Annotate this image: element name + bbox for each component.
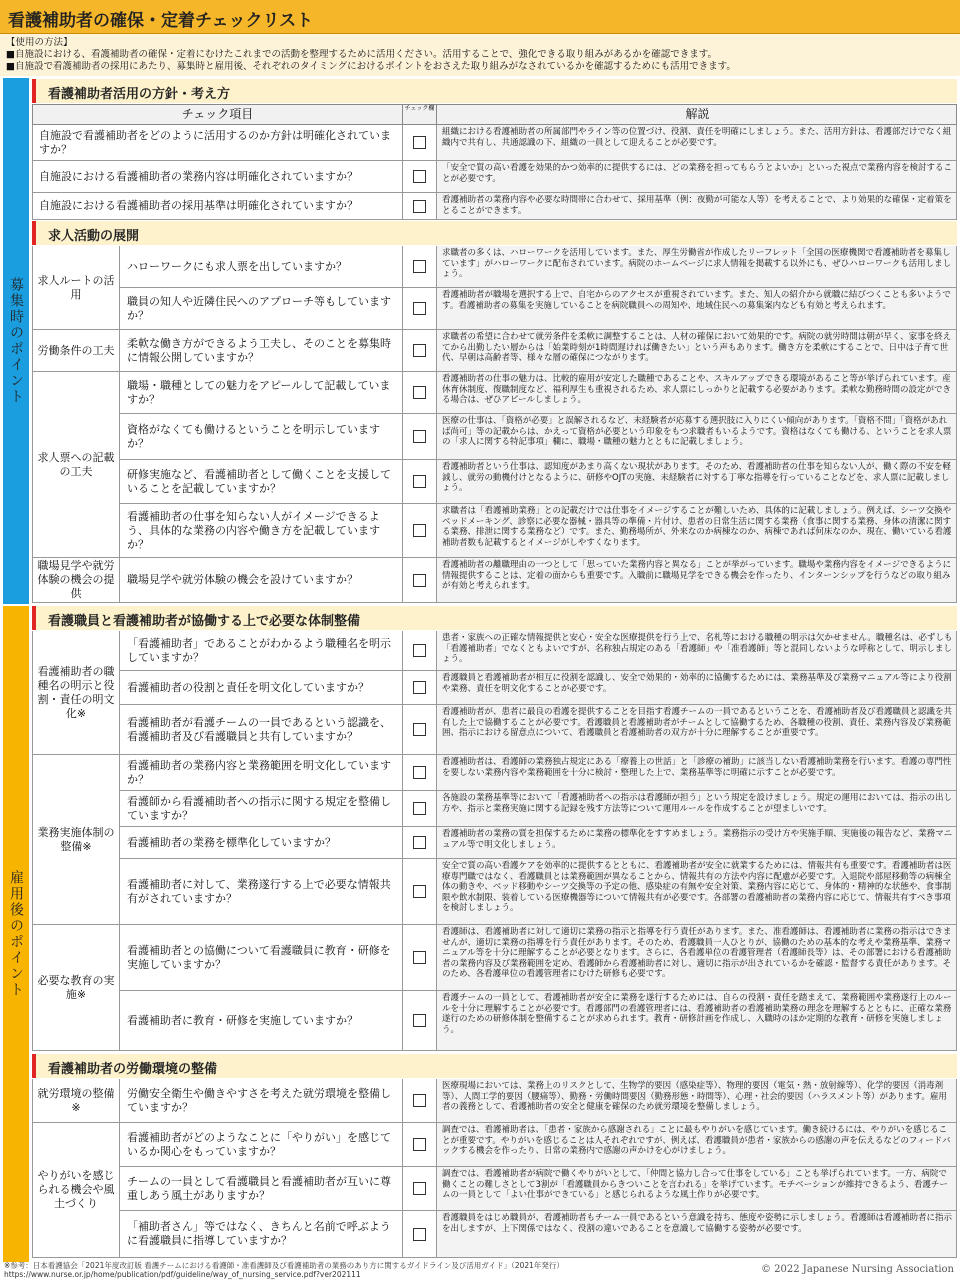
checkbox-cell[interactable] bbox=[403, 671, 437, 704]
checklist-row bbox=[32, 504, 957, 558]
check-item: 看護補助者との協働について看護職員に教育・研修を実施していますか？ bbox=[121, 925, 403, 990]
checkbox-cell[interactable] bbox=[403, 1211, 437, 1257]
check-item: 看護補助者の役割と責任を明文化していますか？ bbox=[121, 671, 403, 704]
checklist-row bbox=[32, 193, 957, 220]
checkbox[interactable] bbox=[413, 302, 426, 315]
checkbox-cell[interactable] bbox=[403, 859, 437, 924]
group-label: 就労環境の整備※ bbox=[32, 1079, 120, 1123]
checkbox-cell[interactable] bbox=[403, 161, 437, 192]
footer-note: ※参考：日本看護協会「2021年度改訂版 看護チームにおける看護師・准看護師及び看護補助者の業務のあり方に関するガイドライン及び活用ガイド」（2021年発行） bbox=[4, 1261, 564, 1270]
explanation: 調査では、看護補助者は、「患者・家族から感謝される」ことに最もやりがいを感じています。働き続けるには、やりがいを感じることが重要です。やりがいを感じることは人それぞれですが、例えば、看護職員が患者・家族からの感謝の声を伝えるなどのフィードバックする機会を作ったり、日常の業務内で感謝の声かけを心がけましょう。 bbox=[437, 1123, 957, 1166]
page-title-bar bbox=[0, 0, 960, 34]
checklist-row bbox=[32, 1211, 957, 1258]
checklist-row bbox=[32, 246, 957, 288]
explanation: 看護職員と看護補助者が相互に役割を認識し、安全で効果的・効率的に協働するためには、業務基準及び業務マニュアル等により役割や業務、責任を明文化することが必要です。 bbox=[437, 671, 957, 704]
checkbox-cell[interactable] bbox=[403, 791, 437, 826]
section-header bbox=[32, 1054, 957, 1078]
checklist-row bbox=[32, 671, 957, 705]
checkbox-cell[interactable] bbox=[403, 1167, 437, 1210]
check-item: 看護補助者に対して、業務遂行する上で必要な情報共有がされていますか？ bbox=[121, 859, 403, 924]
checkbox-cell[interactable] bbox=[403, 414, 437, 459]
explanation: 看護補助者が、患者に最良の看護を提供することを目指す看護チームの一員であるということを、看護補助者及び看護職員と認識を共有した上で協働することが必要です。看護職員と看護補助者がチームとして協働するため、各職種の役割、責任、業務内容及び業務範囲、指示における留意点について、看護職員と看護補助者の双方が十分に理解することが重要です。 bbox=[437, 705, 957, 754]
group-label: 業務実施体制の整備※ bbox=[32, 755, 120, 925]
checkbox-cell[interactable] bbox=[403, 827, 437, 858]
checkbox[interactable] bbox=[413, 1138, 426, 1151]
check-item: 柔軟な働き方ができるよう工夫し、そのことを募集時に情報公開していますか？ bbox=[121, 330, 403, 371]
explanation: 安全で質の高い看護ケアを効率的に提供するとともに、看護補助者が安全に就業するためには、情報共有も重要です。看護補助者は医療専門職ではなく、看護職員とは業務範囲が異なることから、情報共有の方法や内容に配慮が必要です。入退院や部屋移動等の病棟全体の動きや、ベッド移動やシーツ交換等の予定の他、感染症の有無や安全対策、業務内容に応じて、身体的・精神的な状態や、食事制限や飲水制限、装着している医療機器等について情報共有が必要です。各部署の看護補助者の業務内容に応じて、情報共有すべき事項を検討しましょう。 bbox=[437, 859, 957, 924]
section-title: 看護職員と看護補助者が協働する上で必要な体制整備 bbox=[48, 614, 361, 629]
group-label: 求人ルートの活用 bbox=[32, 246, 120, 330]
explanation: 看護補助者という仕事は、認知度があまり高くない現状があります。そのため、看護補助者の仕事を知らない人が、働く際の不安を軽減し、就労の動機付けとなるように、研修やOJTの実施、未経験者に対する丁寧な指導を行っていることなどを、求人票に記載しましょう。 bbox=[437, 460, 957, 503]
check-item: 看護補助者の業務を標準化していますか？ bbox=[121, 827, 403, 858]
checklist-row bbox=[32, 288, 957, 330]
explanation: 看護補助者の仕事の魅力は、比較的雇用が安定した職種であることや、スキルアップできる環境があること等が挙げられています。産休育休制度、復職制度など、福利厚生も重視されるため、求人票にしっかりと記載する必要があります。柔軟な勤務時間の設定ができる場合は、ぜひアピールしましょう。 bbox=[437, 372, 957, 413]
usage-line: ■自施設における、看護補助者の確保・定着にむけたこれまでの活動を整理するために活用ください。活用することで、強化できる取り組みがあるかを確認できます。 bbox=[6, 49, 718, 60]
checkbox[interactable] bbox=[413, 1182, 426, 1195]
checkbox[interactable] bbox=[413, 766, 426, 779]
explanation: 看護補助者は、看護師の業務独占規定にある「療養上の世話」と「診療の補助」に該当しない看護補助業務を行います。看護の専門性を要しない業務内容や業務範囲を十分に検討・整理した上で、業務基準等に明確に示すことが必要です。 bbox=[437, 755, 957, 790]
checkbox[interactable] bbox=[413, 644, 426, 657]
page-title: 看護補助者の確保・定着チェックリスト bbox=[8, 11, 314, 31]
section-title: 求人活動の展開 bbox=[48, 229, 140, 244]
explanation: 調査では、看護補助者が病院で働くやりがいとして、「仲間と協力し合って仕事をしている」ことも挙げられています。一方、病院で働くことの難しさとして3割が「看護職員からきついことを言われる」を挙げています。モチベーションが維持できるよう、看護チームの一員として「よい仕事ができている」と感じられるような風土作りが必要です。 bbox=[437, 1167, 957, 1210]
checklist-row bbox=[32, 125, 957, 161]
explanation: 医療の仕事は、「資格が必要」と誤解されるなど、未経験者が応募する選択肢に入りにくい傾向があります。「資格不問」「資格があれば尚可」等の記載からは、かえって資格が必要という印象をもつ求職者もいるようです。資格はなくても働ける、ということを求人票の「求人に関する特記事項」欄に、職場・職種の魅力とともに記載しましょう。 bbox=[437, 414, 957, 459]
checkbox-cell[interactable] bbox=[403, 1079, 437, 1122]
explanation: 患者・家族への正確な情報提供と安心・安全な医療提供を行う上で、名札等における職種の明示は欠かせません。職種名は、必ずしも「看護補助者」でなくともよいですが、名称独占規定のある「看護師」や「准看護師」等と混同しないような呼称として、明示しましょう。 bbox=[437, 631, 957, 670]
explanation: 看護補助者が職場を選択する上で、自宅からのアクセスが重視されています。また、知人の紹介から就職に結びつくことも多いようです。看護補助者の募集を実施していることを病院職員への周知や、地域住民への募集案内なども有効と考えられます。 bbox=[437, 288, 957, 329]
checkbox[interactable] bbox=[413, 1014, 426, 1027]
checklist-row bbox=[32, 827, 957, 859]
checkbox-cell[interactable] bbox=[403, 631, 437, 670]
checklist-row bbox=[32, 791, 957, 827]
checkbox[interactable] bbox=[413, 386, 426, 399]
usage-line: ■自施設で看護補助者の採用にあたり、募集時と雇用後、それぞれのタイミングにおけるポイントをおさえた取り組みがなされているかを確認するためにも活用できます。 bbox=[6, 61, 736, 72]
checklist-row bbox=[32, 991, 957, 1051]
usage-heading: 【使用の方法】 bbox=[6, 37, 73, 48]
check-item: ハローワークにも求人票を出していますか？ bbox=[121, 246, 403, 287]
group-label: やりがいを感じられる機会や風土づくり bbox=[32, 1123, 120, 1258]
checkbox[interactable] bbox=[413, 681, 426, 694]
employ-band bbox=[3, 606, 29, 1262]
checkbox[interactable] bbox=[413, 430, 426, 443]
section-header bbox=[32, 79, 957, 103]
explanation: 求職者の希望に合わせて就労条件を柔軟に調整することは、人材の確保において効果的です。病院の就労時間は朝が早く、家事を終えてから出勤したい層からは「始業時刻が1時間遅ければ働きたい」という声もあります。働き方を柔軟にすることで、日中は子育て世代、早朝は高齢者等、様々な層の確保につながります。 bbox=[437, 330, 957, 371]
check-item: 看護補助者がどのようなことに「やりがい」を感じているか関心をもっていますか？ bbox=[121, 1123, 403, 1166]
checklist-row bbox=[32, 631, 957, 671]
checkbox[interactable] bbox=[413, 475, 426, 488]
checkbox-cell[interactable] bbox=[403, 1123, 437, 1166]
checkbox[interactable] bbox=[413, 200, 426, 213]
checkbox-cell[interactable] bbox=[403, 755, 437, 790]
explanation: 医療現場においては、業務上のリスクとして、生物学的要因（感染症等）、物理的要因（電気・熱・放射線等）、化学的要因（消毒剤等）、人間工学的要因（腰痛等）、勤務・労働時間要因（勤務形態・時間等）、心理・社会的要因（ハラスメント等）があります。雇用者の義務として、看護補助者の安全と健康を確保のため就労環境を整備しましょう。 bbox=[437, 1079, 957, 1122]
checkbox-cell[interactable] bbox=[403, 372, 437, 413]
check-item: 自施設で看護補助者をどのように活用するのか方針は明確化されていますか？ bbox=[33, 125, 403, 160]
check-item: 「看護補助者」であることがわかるよう職種名を明示していますか？ bbox=[121, 631, 403, 670]
check-item: 看護補助者に教育・研修を実施していますか？ bbox=[121, 991, 403, 1050]
check-item: 自施設における看護補助者の業務内容は明確化されていますか？ bbox=[33, 161, 403, 192]
checkbox-cell[interactable] bbox=[403, 504, 437, 557]
explanation: 看護補助者の業務内容や必要な時間帯に合わせて、採用基準（例：夜勤が可能な人等）を考えることで、より効果的な確保・定着策をとることができます。 bbox=[437, 193, 957, 219]
checklist-row bbox=[32, 925, 957, 991]
section-header bbox=[32, 221, 957, 245]
group-label: 求人票への記載の工夫 bbox=[32, 372, 120, 558]
employ-band-label: 雇用後のポイント bbox=[8, 870, 24, 998]
checkbox[interactable] bbox=[413, 836, 426, 849]
header-explain: 解説 bbox=[685, 107, 710, 121]
header-check: チェック欄 bbox=[403, 105, 437, 124]
checklist-row bbox=[32, 330, 957, 372]
checkbox[interactable] bbox=[413, 951, 426, 964]
checklist-row bbox=[32, 161, 957, 193]
checkbox[interactable] bbox=[413, 260, 426, 273]
table-header bbox=[32, 104, 957, 125]
copyright: © 2022 Japanese Nursing Association bbox=[761, 1264, 954, 1275]
checklist-row bbox=[32, 372, 957, 414]
check-item: 看護補助者の業務内容と業務範囲を明文化していますか？ bbox=[121, 755, 403, 790]
checkbox-cell[interactable] bbox=[403, 246, 437, 287]
checkbox-cell[interactable] bbox=[403, 925, 437, 990]
check-item: 看護補助者の仕事を知らない人がイメージできるよう、具体的な業務の内容や働き方を記載していますか？ bbox=[121, 504, 403, 557]
checkbox[interactable] bbox=[413, 170, 426, 183]
recruit-band bbox=[3, 78, 29, 604]
group-label: 必要な教育の実施※ bbox=[32, 925, 120, 1051]
check-item: 看護師から看護補助者への指示に関する規定を整備していますか？ bbox=[121, 791, 403, 826]
checklist-row bbox=[32, 705, 957, 755]
usage-instructions bbox=[0, 34, 960, 76]
checklist-row bbox=[32, 1079, 957, 1123]
check-item: 職員の知人や近隣住民へのアプローチ等もしていますか？ bbox=[121, 288, 403, 329]
checkbox[interactable] bbox=[413, 1228, 426, 1241]
check-item: 「補助者さん」等ではなく、きちんと名前で呼ぶように看護職員に指導していますか？ bbox=[121, 1211, 403, 1257]
group-label: 看護補助者の職種名の明示と役割・責任の明文化※ bbox=[32, 631, 120, 755]
checklist-row bbox=[32, 1167, 957, 1211]
checkbox[interactable] bbox=[413, 344, 426, 357]
checkbox-cell[interactable] bbox=[403, 330, 437, 371]
checkbox-cell[interactable] bbox=[403, 193, 437, 219]
checklist-row bbox=[32, 460, 957, 504]
group-label: 労働条件の工夫 bbox=[32, 330, 120, 372]
explanation: 各施設の業務基準等において「看護補助者への指示は看護師が担う」という規定を設けましょう。規定の運用においては、指示の出し方や、指示と業務実施に関する記録を残す方法等について運用ルールを作成することが望ましいです。 bbox=[437, 791, 957, 826]
section-header bbox=[32, 606, 957, 630]
check-item: 研修実施など、看護補助者として働くことを支援していることを記載していますか？ bbox=[121, 460, 403, 503]
explanation: 組織における看護補助者の所属部門やライン等の位置づけ、役割、責任を明確にしましょう。また、活用方針は、看護部だけでなく組織内で共有し、共通認識の下、組織の一員として迎えることが必要です。 bbox=[437, 125, 957, 160]
checkbox-cell[interactable] bbox=[403, 125, 437, 160]
checkbox-cell[interactable] bbox=[403, 991, 437, 1050]
group-label: 職場見学や就労体験の機会の提供 bbox=[32, 558, 120, 603]
checkbox[interactable] bbox=[413, 136, 426, 149]
footer-url: https://www.nurse.or.jp/home/publication/pdf/guideline/way_of_nursing_service.pdf?ver202111 bbox=[4, 1269, 361, 1279]
checklist-row bbox=[32, 414, 957, 460]
check-item: 看護補助者が看護チームの一員であるという認識を、看護補助者及び看護職員と共有していますか？ bbox=[121, 705, 403, 754]
check-item: チームの一員として看護職員と看護補助者が互いに尊重しあう風土がありますか？ bbox=[121, 1167, 403, 1210]
explanation: 求職者は「看護補助業務」との記載だけでは仕事をイメージすることが難しいため、具体的に記載しましょう。例えば、シーツ交換やベッドメーキング、診察に必要な器械・器具等の準備・片付け、患者の日常生活に関する業務（食事に関する業務、身体の清潔に関する業務、排泄に関する業務など）です。また、勤務場所が、外来なのか病棟なのか、病棟であれば何床なのか、現在、働いている看護補助者数も記載するとイメージがしやすくなります。 bbox=[437, 504, 957, 557]
header-item: チェック項目 bbox=[33, 105, 403, 124]
checklist-row bbox=[32, 859, 957, 925]
checklist-row bbox=[32, 1123, 957, 1167]
recruit-band-label: 募集時のポイント bbox=[8, 277, 24, 405]
checkbox[interactable] bbox=[413, 802, 426, 815]
checkbox[interactable] bbox=[413, 574, 426, 587]
section-title: 看護補助者の労働環境の整備 bbox=[48, 1062, 218, 1077]
section-title: 看護補助者活用の方針・考え方 bbox=[48, 87, 231, 102]
explanation: 看護補助者の業務の質を担保するために業務の標準化をすすめましょう。業務指示の受け方や実施手順、実施後の報告など、業務マニュアル等で明文化しましょう。 bbox=[437, 827, 957, 858]
check-item: 労働安全衛生や働きやすさを考えた就労環境を整備していますか？ bbox=[121, 1079, 403, 1122]
explanation: 看護師は、看護補助者に対して適切に業務の指示と指導を行う責任があります。また、准看護師は、看護補助者に業務の指示はできませんが、適切に業務の指導を行う責任があります。そのため、看護職員一人ひとりが、協働のための基本的な考えや業務基準、業務マニュアル等を十分に理解することが必要となります。さらに、各看護単位の看護管理者（看護師長等）は、その部署における看護補助者の業務内容及び業務範囲を定め、看護師から看護補助者に対し、適切に指示が出されているかを確認・監督する責任があります。そのため、各看護単位の看護管理者にむけた研修も必要です。 bbox=[437, 925, 957, 990]
check-item: 自施設における看護補助者の採用基準は明確化されていますか？ bbox=[33, 193, 403, 219]
checkbox[interactable] bbox=[413, 524, 426, 537]
checkbox-cell[interactable] bbox=[403, 705, 437, 754]
explanation: 求職者の多くは、ハローワークを活用しています。また、厚生労働省が作成したリーフレット「全国の医療機関で看護補助者を募集しています」がハローワークに配布されています。病院のホームページに求人情報を掲載する以外にも、ぜひハローワークも活用しましょう。 bbox=[437, 246, 957, 287]
checkbox-cell[interactable] bbox=[403, 288, 437, 329]
check-item: 職場・職種としての魅力をアピールして記載していますか？ bbox=[121, 372, 403, 413]
explanation: 看護補助者の離職理由の一つとして「思っていた業務内容と異なる」ことが挙がっています。職場や業務内容をイメージできるように情報提供することは、定着の面からも重要です。入職前に職場見学をできる機会を作ったり、インターンシップを行うなどの取り組みが有効と考えられます。 bbox=[437, 558, 957, 602]
explanation: 看護職員をはじめ職員が、看護補助者もチーム一員であるという意識を持ち、態度や姿勢に示しましょう。看護師は看護補助者に指示を出しますが、上下関係ではなく、役割の違いであることを意識して協働する姿勢が必要です。 bbox=[437, 1211, 957, 1257]
explanation: 看護チームの一員として、看護補助者が安全に業務を遂行するためには、自らの役割・責任を踏まえて、業務範囲や業務遂行上のルールを十分に理解することが必要です。看護部門の看護管理者には、看護補助者の看護補助業務の理念を理解するとともに、正確な業務遂行のための研修体制を整備することが求められます。教育・研修計画を作成し、入職時のほか定期的な教育・研修を実施しましょう。 bbox=[437, 991, 957, 1050]
checkbox-cell[interactable] bbox=[403, 558, 437, 602]
check-item: 職場見学や就労体験の機会を設けていますか？ bbox=[121, 558, 403, 602]
checklist-row bbox=[32, 755, 957, 791]
checkbox[interactable] bbox=[413, 885, 426, 898]
explanation: 「安全で質の高い看護を効果的かつ効率的に提供するには、どの業務を担ってもらうとよいか」といった視点で業務内容を検討することが必要です。 bbox=[437, 161, 957, 192]
checkbox[interactable] bbox=[413, 723, 426, 736]
checklist-row bbox=[32, 558, 957, 603]
checkbox[interactable] bbox=[413, 1094, 426, 1107]
check-item: 資格がなくても働けるということを明示していますか？ bbox=[121, 414, 403, 459]
checkbox-cell[interactable] bbox=[403, 460, 437, 503]
